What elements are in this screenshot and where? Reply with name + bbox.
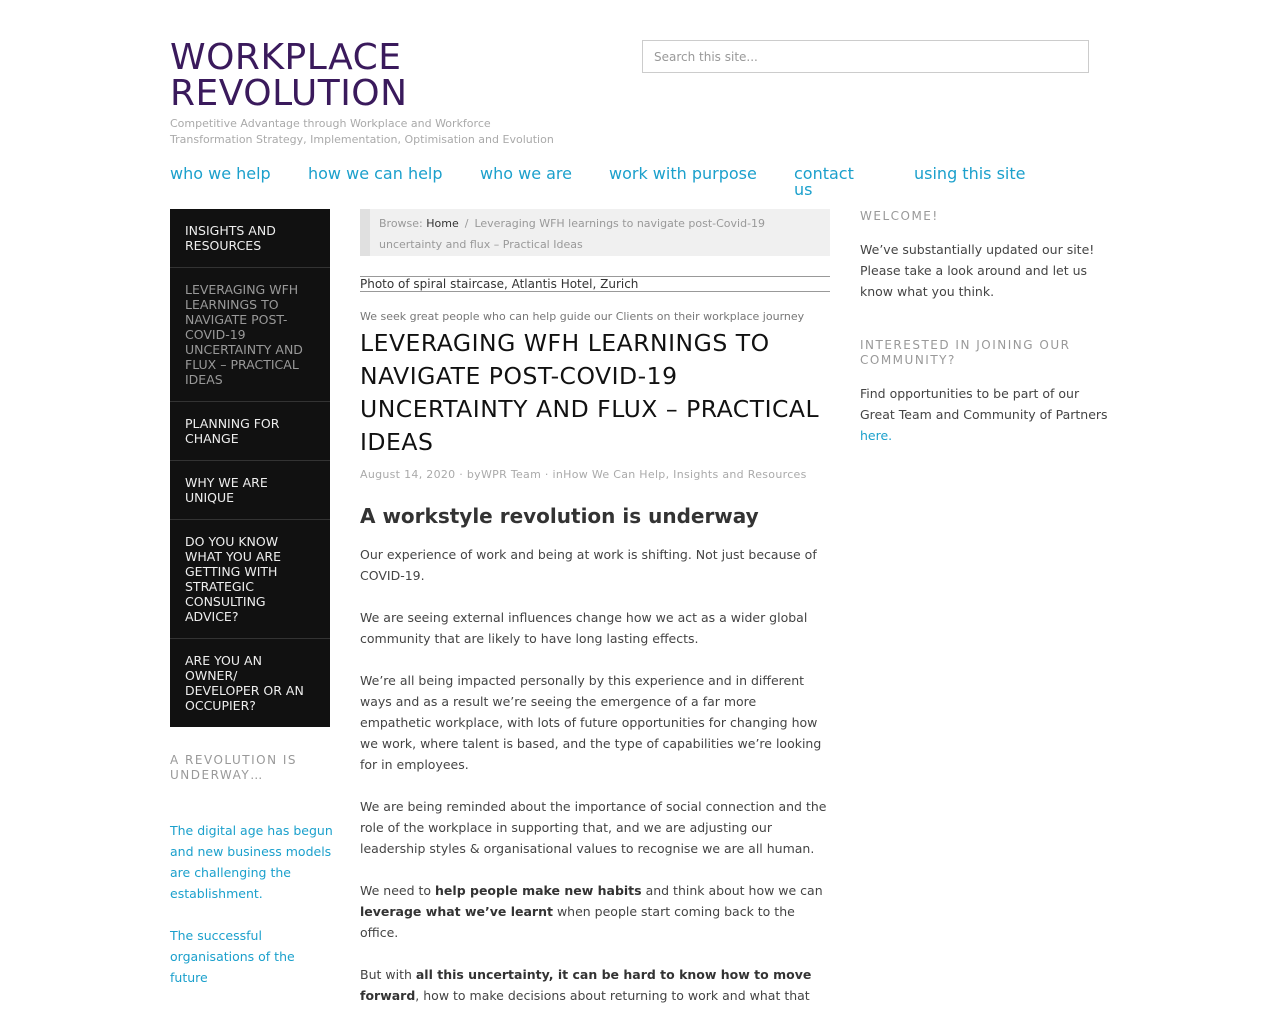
post-date[interactable]: August 14, 2020 bbox=[360, 468, 456, 481]
nav-who-we-help[interactable]: who we help bbox=[170, 164, 271, 183]
sidebar-item-leveraging-wfh[interactable]: LEVERAGING WFH LEARNINGS TO NAVIGATE POST-COVID-19 UNCERTAINTY AND FLUX – PRACTICAL IDEAS bbox=[170, 268, 330, 402]
bold-text: leverage what we’ve learnt bbox=[360, 904, 553, 919]
body-paragraph: We are seeing external influences change how we act as a wider global community that are likely to have long lasting effects. bbox=[360, 610, 808, 646]
sidebar-item-consulting[interactable]: DO YOU KNOW WHAT YOU ARE GETTING WITH STRATEGIC CONSULTING ADVICE? bbox=[170, 520, 330, 639]
body-paragraph: We’re all being impacted personally by this experience and in different ways and as a result we’re seeing the emergence of a far more empathetic workplace, with lots of future opportunities for changing how we work, where talent is based, and the type of capabilities we’re looking for in employees. bbox=[360, 673, 822, 772]
breadcrumb-separator: / bbox=[464, 217, 469, 230]
join-widget-text bbox=[860, 383, 1115, 446]
site-description: Competitive Advantage through Workplace and Workforce Transformation Strategy, Implementation, Optimisation and Evolution bbox=[170, 117, 554, 146]
breadcrumb bbox=[360, 209, 830, 256]
nav-work-with-purpose[interactable]: work with purpose bbox=[609, 164, 757, 183]
body-paragraph: We are being reminded about the importance of social connection and the role of the workplace in supporting that, and we are adjusting our leadership styles & organisational values to recognise we are all human. bbox=[360, 799, 827, 856]
body-paragraph bbox=[360, 964, 830, 1006]
welcome-widget-text: We’ve substantially updated our site! Please take a look around and let us know what you think. bbox=[860, 242, 1095, 299]
post-categories-link[interactable]: How We Can Help, Insights and Resources bbox=[563, 468, 807, 481]
sidebar-item-planning[interactable]: PLANNING FOR CHANGE bbox=[170, 402, 330, 461]
sidebar-item-unique[interactable]: WHY WE ARE UNIQUE bbox=[170, 461, 330, 520]
post-body bbox=[360, 544, 830, 1027]
post-author-link[interactable]: WPR Team bbox=[480, 468, 542, 481]
join-widget-title: INTERESTED IN JOINING OUR COMMUNITY? bbox=[860, 338, 1071, 367]
post-by: · by bbox=[459, 468, 481, 481]
sidebar-item-insights[interactable]: INSIGHTS AND RESOURCES bbox=[170, 209, 330, 268]
body-paragraph: Our experience of work and being at work is shifting. Not just because of COVID-19. bbox=[360, 547, 817, 583]
join-text: Find opportunities to be part of our Great Team and Community of Partners bbox=[860, 386, 1108, 422]
nav-using-this-site[interactable]: using this site bbox=[914, 164, 1026, 183]
photo-caption: Photo of spiral staircase, Atlantis Hotel, Zurich bbox=[360, 276, 830, 292]
post-meta bbox=[360, 468, 830, 482]
text-span: and think about how we can bbox=[641, 883, 823, 898]
nav-how-we-can-help[interactable]: how we can help bbox=[308, 164, 443, 183]
left-widget-title: A REVOLUTION IS UNDERWAY… bbox=[170, 753, 298, 782]
join-here-link[interactable]: here. bbox=[860, 428, 893, 443]
welcome-widget-title: WELCOME! bbox=[860, 209, 939, 223]
text-span: , how to make decisions about returning to work and what that bbox=[415, 988, 810, 1003]
text-span: when people start coming back to the office. bbox=[360, 904, 795, 940]
text-span: We need to bbox=[360, 883, 436, 898]
nav-who-we-are[interactable]: who we are bbox=[480, 164, 572, 183]
post-title: LEVERAGING WFH LEARNINGS TO NAVIGATE POST-COVID-19 UNCERTAINTY AND FLUX – PRACTICAL IDEAS bbox=[360, 329, 820, 456]
site-title[interactable]: WORKPLACE REVOLUTION bbox=[170, 37, 408, 114]
search-box[interactable] bbox=[642, 40, 1089, 73]
body-paragraph bbox=[360, 880, 830, 943]
left-widget-text bbox=[170, 820, 335, 1009]
post-in: · in bbox=[544, 468, 564, 481]
bold-text: all this uncertainty, it can be hard to know how to move forward bbox=[360, 967, 812, 1003]
text-span: But with bbox=[360, 967, 416, 982]
breadcrumb-current: Leveraging WFH learnings to navigate post-Covid-19 uncertainty and flux – Practical Ideas bbox=[379, 217, 766, 251]
sidebar-item-owner[interactable]: ARE YOU AN OWNER/ DEVELOPER OR AN OCCUPIER? bbox=[185, 653, 304, 713]
search-input[interactable] bbox=[643, 41, 1088, 72]
left-widget-paragraph[interactable]: The successful organisations of the future bbox=[170, 928, 295, 985]
post-tagline: We seek great people who can help guide our Clients on their workplace journey bbox=[360, 310, 805, 323]
section-heading: A workstyle revolution is underway bbox=[360, 504, 759, 528]
nav-contact-us[interactable]: contact us bbox=[794, 164, 854, 199]
sidebar-menu bbox=[170, 209, 330, 727]
breadcrumb-home[interactable]: Home bbox=[426, 217, 459, 230]
bold-text: help people make new habits bbox=[435, 883, 642, 898]
left-widget-paragraph[interactable]: The digital age has begun and new business models are challenging the establishment. bbox=[170, 823, 333, 901]
breadcrumb-prefix: Browse: bbox=[379, 217, 423, 230]
